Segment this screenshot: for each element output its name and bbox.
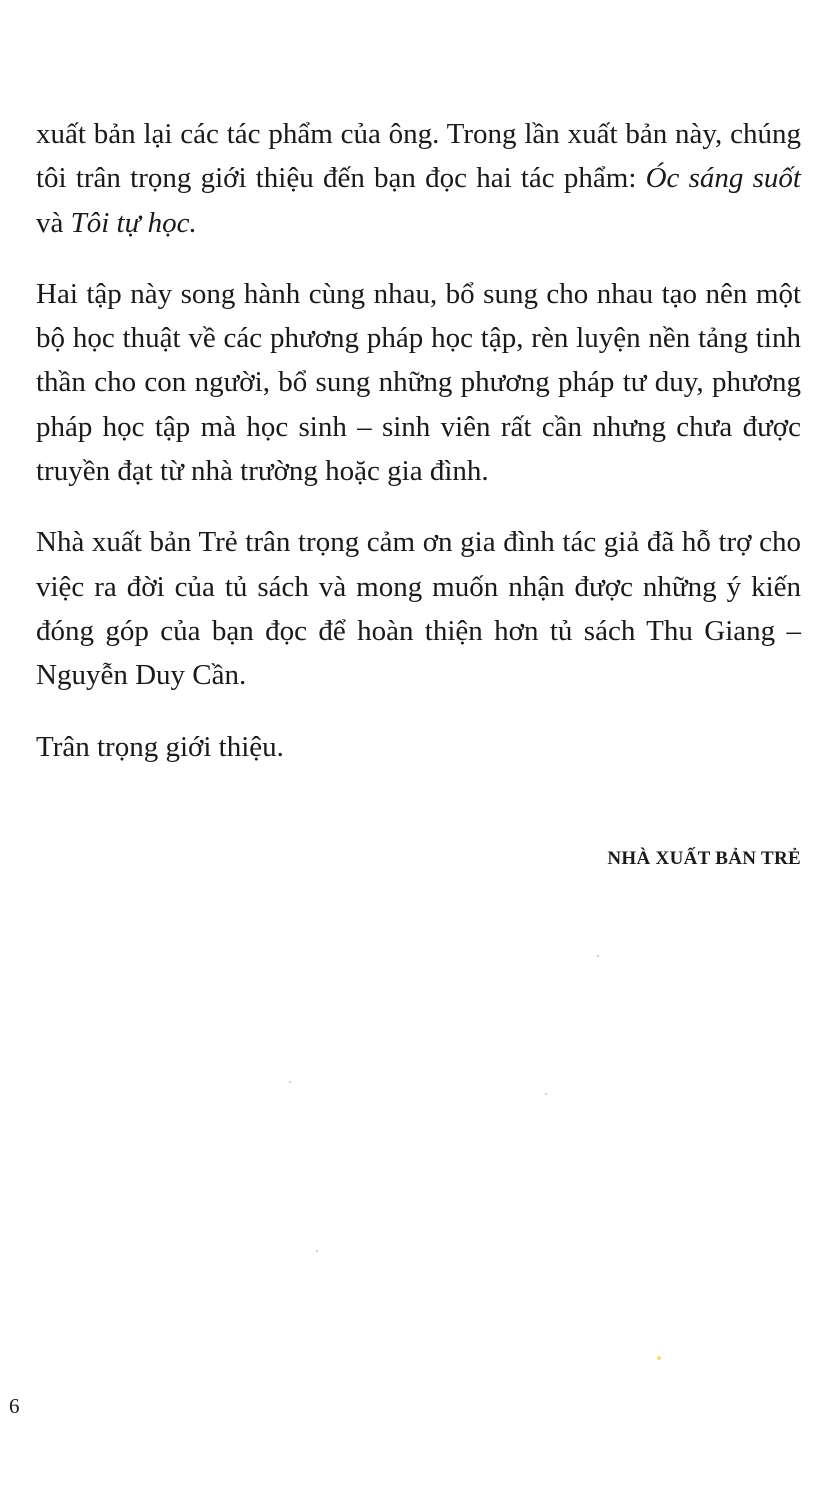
scan-speck: [597, 955, 599, 957]
conjunction-text: và: [36, 206, 71, 239]
book-title-toi-tu-hoc: Tôi tự học.: [70, 206, 197, 239]
paragraph-intro: [36, 112, 801, 245]
scan-speck: [316, 1250, 318, 1252]
paragraph-description: Hai tập này song hành cùng nhau, bổ sung cho nhau tạo nên một bộ học thuật về các phương pháp học tập, rèn luyện nền tảng tinh thần cho con người, bổ sung những phương pháp tư duy, phương pháp học tập mà học sinh – sinh viên rất cần nhưng chưa được truyền đạt từ nhà trường hoặc gia đình.: [36, 277, 801, 488]
scan-speck: [657, 1356, 661, 1360]
book-title-oc-sang-suot: Óc sáng suốt: [645, 162, 801, 195]
paragraph-thanks: Nhà xuất bản Trẻ trân trọng cảm ơn gia đình tác giả đã hỗ trợ cho việc ra đời của tủ sách và mong muốn nhận được những ý kiến đóng góp của bạn đọc để hoàn thiện hơn tủ sách Thu Giang – Nguyễn Duy Cần.: [36, 526, 801, 692]
document-body: [36, 112, 801, 769]
scan-speck: [545, 1093, 547, 1095]
paragraph-closing: Trân trọng giới thiệu.: [36, 730, 284, 763]
page-number: 6: [9, 1394, 20, 1418]
publisher-signature: NHÀ XUẤT BẢN TRẺ: [607, 848, 801, 869]
scan-speck: [289, 1081, 291, 1083]
paragraph-intro-text: xuất bản lại các tác phẩm của ông. Trong lần xuất bản này, chúng tôi trân trọng giới thiệu đến bạn đọc hai tác phẩm:: [36, 118, 801, 195]
